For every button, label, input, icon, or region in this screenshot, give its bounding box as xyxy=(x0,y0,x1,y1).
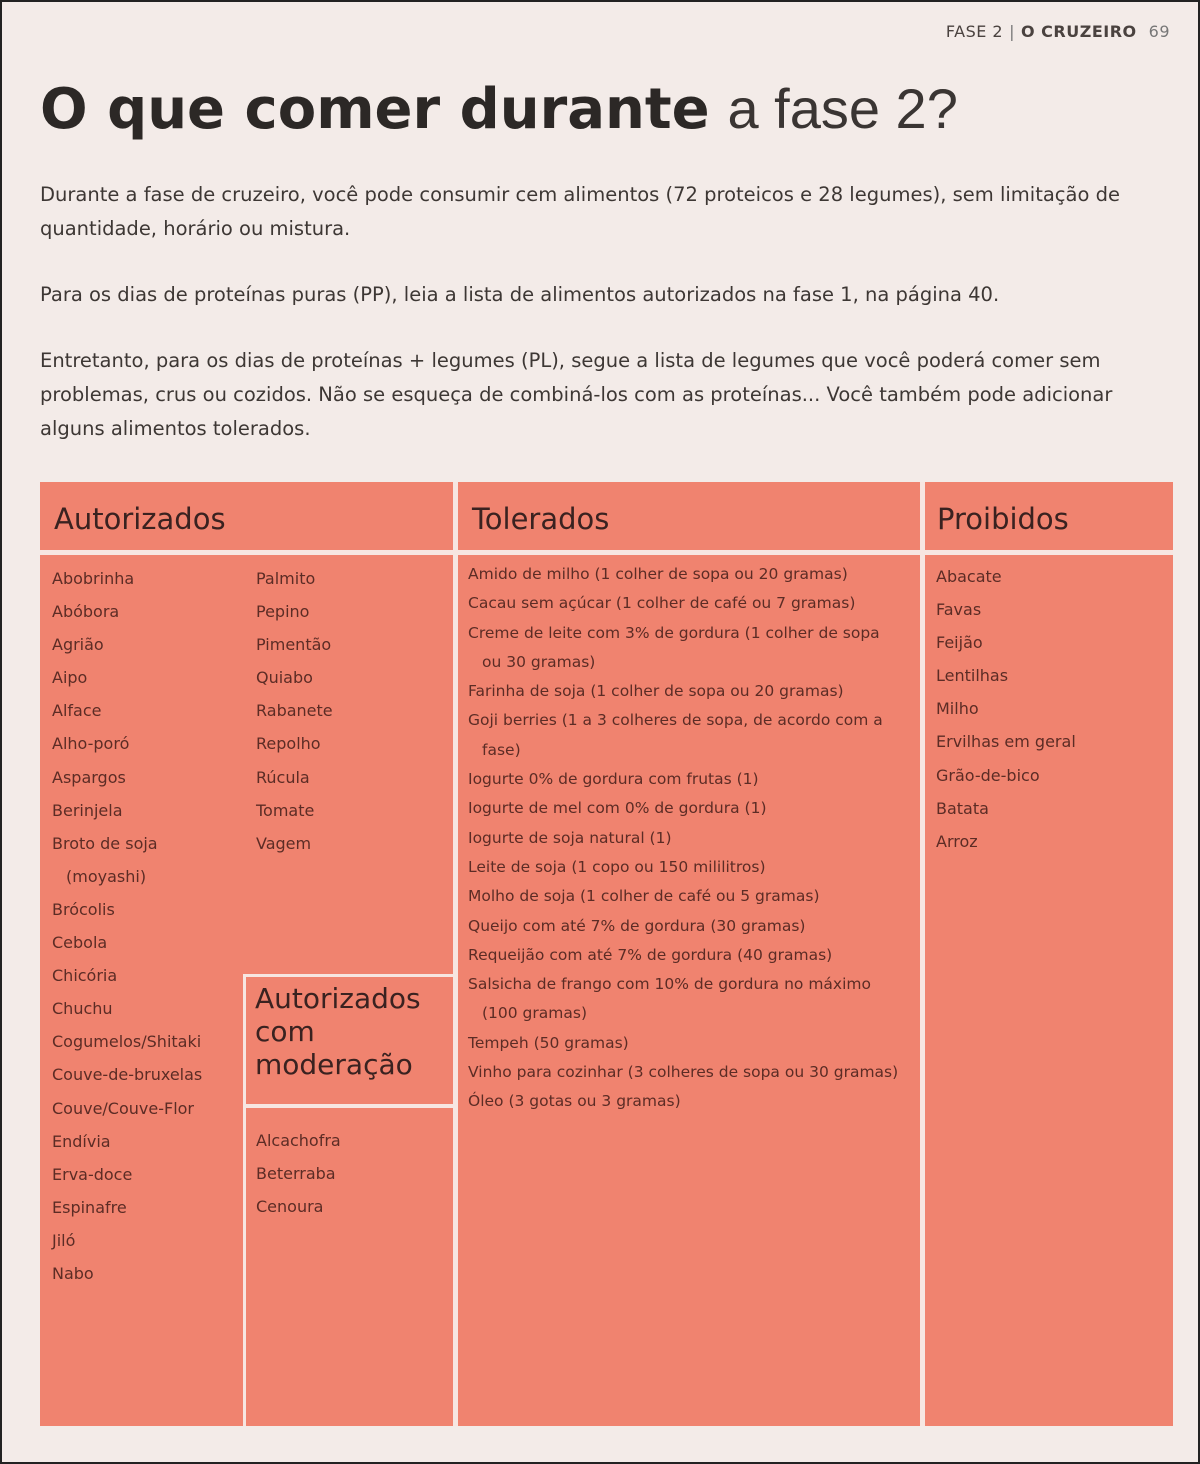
list-item xyxy=(468,706,916,765)
list-item xyxy=(468,912,916,941)
list-item: Couve-de-bruxelas xyxy=(52,1065,203,1085)
list-item xyxy=(468,824,916,853)
intro-paragraph-3: Entretanto, para os dias de proteínas + legumes (PL), segue a lista de legumes que você poderá comer sem problemas, crus ou cozidos. Não se esqueça de combiná-los com as proteínas... Você também pode adicionar alguns alimentos tolerados. xyxy=(40,349,1113,440)
list-item: Quiabo xyxy=(256,668,313,688)
item-text: Vinho para cozinhar (3 colheres de sopa ou 30 gramas) xyxy=(468,1063,899,1082)
divider xyxy=(453,482,458,1426)
divider xyxy=(920,482,925,1426)
page-title xyxy=(40,78,958,141)
list-item: Berinjela xyxy=(52,800,123,820)
autorizados-list-2 xyxy=(256,562,333,860)
item-text-cont: ou 30 gramas) xyxy=(482,652,596,671)
list-item xyxy=(468,677,916,706)
food-table xyxy=(40,482,1173,1426)
autorizados-heading: Autorizados xyxy=(54,502,226,536)
item-text: Salsicha de frango com 10% de gordura no máximo xyxy=(468,975,871,994)
item-text: Iogurte 0% de gordura com frutas (1) xyxy=(468,770,759,789)
autorizados-list-1 xyxy=(52,562,202,1290)
list-item: Jiló xyxy=(52,1230,76,1250)
intro-text xyxy=(40,178,1170,478)
page-number: 69 xyxy=(1148,22,1170,41)
list-item: Abóbora xyxy=(52,602,120,622)
separator: | xyxy=(1009,22,1015,41)
list-item xyxy=(468,1087,916,1116)
list-item: Palmito xyxy=(256,569,316,588)
list-item: Alface xyxy=(52,701,102,721)
item-text: Molho de soja (1 colher de café ou 5 gramas) xyxy=(468,887,820,906)
list-item: Chuchu xyxy=(52,999,113,1019)
section-label: FASE 2 xyxy=(945,22,1004,41)
moderacao-list xyxy=(256,1124,341,1223)
list-item: Broto de soja xyxy=(52,833,158,853)
list-item: Abobrinha xyxy=(52,569,135,588)
item-text: Amido de milho (1 colher de sopa ou 20 gramas) xyxy=(468,565,848,583)
list-item: Aspargos xyxy=(52,767,126,787)
item-text: Queijo com até 7% de gordura (30 gramas) xyxy=(468,916,806,935)
chapter-label: O CRUZEIRO xyxy=(1021,22,1137,41)
item-text: Iogurte de mel com 0% de gordura (1) xyxy=(468,799,767,818)
intro-paragraph-1: Durante a fase de cruzeiro, você pode consumir cem alimentos (72 proteicos e 28 legumes), sem limitação de quantidade, horário ou mistura. xyxy=(40,183,1120,240)
list-item: Beterraba xyxy=(256,1164,336,1184)
running-head xyxy=(946,22,1170,41)
list-item: Favas xyxy=(936,600,982,620)
item-text-cont: (100 gramas) xyxy=(482,1004,587,1023)
list-item: Repolho xyxy=(256,734,321,754)
item-text: Óleo (3 gotas ou 3 gramas) xyxy=(468,1092,681,1111)
list-item: Vagem xyxy=(256,833,312,853)
divider xyxy=(243,1104,453,1108)
list-item: Batata xyxy=(936,798,989,818)
item-text: Goji berries (1 a 3 colheres de sopa, de acordo com a xyxy=(468,711,883,730)
list-item: Espinafre xyxy=(52,1197,127,1217)
list-item: Alho-poró xyxy=(52,734,130,754)
list-item: Endívia xyxy=(52,1131,111,1151)
item-text-cont: fase) xyxy=(482,740,521,759)
item-text: Cacau sem açúcar (1 colher de café ou 7 gramas) xyxy=(468,594,856,613)
list-item: Grão-de-bico xyxy=(936,765,1040,785)
list-item: Arroz xyxy=(936,831,978,851)
list-item: Cogumelos/Shitaki xyxy=(52,1032,202,1052)
proibidos-heading: Proibidos xyxy=(937,502,1069,536)
list-item: (moyashi) xyxy=(66,866,147,886)
list-item: Chicória xyxy=(52,966,118,986)
divider xyxy=(243,974,246,1426)
list-item: Rúcula xyxy=(256,767,310,787)
list-item: Rabanete xyxy=(256,701,333,721)
tolerados-list xyxy=(468,560,916,1117)
list-item: Brócolis xyxy=(52,899,115,919)
list-item: Cebola xyxy=(52,933,108,953)
title-light: a fase 2? xyxy=(727,77,958,140)
list-item: Aipo xyxy=(52,668,88,688)
list-item: Cenoura xyxy=(256,1197,324,1217)
item-text: Tempeh (50 gramas) xyxy=(468,1033,629,1052)
list-item: Alcachofra xyxy=(256,1131,341,1150)
list-item xyxy=(468,941,916,970)
list-item xyxy=(468,853,916,882)
list-item: Nabo xyxy=(52,1263,94,1283)
list-item xyxy=(468,794,916,823)
list-item xyxy=(468,1029,916,1058)
intro-paragraph-2: Para os dias de proteínas puras (PP), leia a lista de alimentos autorizados na fase 1, na página 40. xyxy=(40,283,1000,306)
list-item: Milho xyxy=(936,699,979,719)
list-item xyxy=(468,619,916,678)
divider xyxy=(243,974,453,977)
list-item: Agrião xyxy=(52,635,104,655)
item-text: Requeijão com até 7% de gordura (40 gramas) xyxy=(468,945,833,964)
list-item xyxy=(468,970,916,1029)
list-item: Abacate xyxy=(936,567,1002,586)
list-item: Erva-doce xyxy=(52,1164,133,1184)
list-item: Ervilhas em geral xyxy=(936,732,1076,752)
list-item: Pepino xyxy=(256,602,310,622)
list-item: Tomate xyxy=(256,800,315,820)
item-text: Leite de soja (1 copo ou 150 mililitros) xyxy=(468,857,766,876)
item-text: Creme de leite com 3% de gordura (1 colher de sopa xyxy=(468,623,880,642)
list-item: Lentilhas xyxy=(936,666,1009,686)
list-item xyxy=(468,589,916,618)
tolerados-heading: Tolerados xyxy=(472,502,610,536)
title-bold: O que comer durante xyxy=(40,77,710,142)
list-item: Couve/Couve-Flor xyxy=(52,1098,195,1118)
item-text: Iogurte de soja natural (1) xyxy=(468,828,672,847)
list-item: Feijão xyxy=(936,633,983,653)
divider xyxy=(40,550,1173,555)
moderacao-heading: Autorizados com moderação xyxy=(255,982,421,1081)
list-item xyxy=(468,560,916,589)
list-item xyxy=(468,882,916,911)
list-item xyxy=(468,765,916,794)
list-item xyxy=(468,1058,916,1087)
list-item: Pimentão xyxy=(256,635,332,655)
proibidos-list xyxy=(936,560,1076,858)
item-text: Farinha de soja (1 colher de sopa ou 20 gramas) xyxy=(468,682,844,701)
